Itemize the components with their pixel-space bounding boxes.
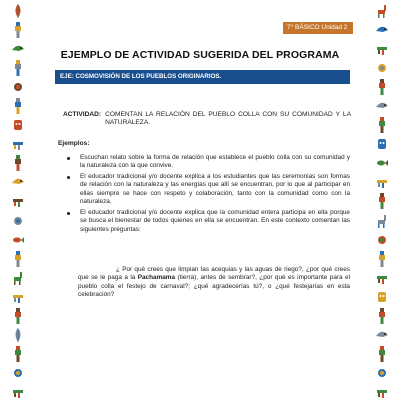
totem-icon [375, 192, 389, 210]
bird-icon [11, 40, 25, 58]
left-decorative-border [0, 0, 36, 400]
mask-icon [375, 288, 389, 306]
list-item: El educador tradicional y/o docente explica a los estudiantes que las ceremonias son formas de relación con la naturaleza y las energías que allí se encuentran, por lo que al participar en ellas siempre se hace con respeto y colaboración, tanto con la comunidad como con la naturaleza. [64, 173, 350, 207]
totem-icon [11, 97, 25, 115]
question-pachamama: Pachamama [137, 274, 176, 282]
mask-icon [11, 116, 25, 134]
totem-icon [375, 116, 389, 134]
sun-icon [11, 212, 25, 230]
llama-icon [375, 212, 389, 230]
question-text-start: ¿ Por qué crees que limpian las acequias y las aguas de riego?, ¿por qué crees que se le paga a la [78, 266, 350, 282]
flute-icon [11, 288, 25, 306]
llama-icon [375, 2, 389, 20]
llama-icon [11, 269, 25, 287]
bird-icon [11, 173, 25, 191]
flute-icon [11, 192, 25, 210]
right-decorative-border [364, 0, 400, 400]
totem-icon [11, 154, 25, 172]
sun-icon [11, 78, 25, 96]
sun-icon [375, 364, 389, 382]
totem-icon [11, 250, 25, 268]
sun-icon [375, 231, 389, 249]
fish-icon [375, 154, 389, 172]
unit-badge: 7° BÁSICO Unidad 2 [283, 22, 353, 34]
ejemplos-heading: Ejemplos: [58, 140, 90, 147]
actividad-block [63, 111, 351, 127]
page-title: EJEMPLO DE ACTIVIDAD SUGERIDA DEL PROGRAMA [60, 49, 340, 61]
actividad-text: COMENTAN LA RELACIÓN DEL PUEBLO COLLA CON SU COMUNIDAD Y LA NATURALEZA. [105, 111, 351, 127]
totem-icon [375, 78, 389, 96]
list-item: El educador tradicional y/o docente explica que la comunidad entera participa en ella porque se busca el bienestar de todos quienes en ella se encuentran. En este contexto comentan las siguientes preguntas: [64, 209, 350, 234]
flute-icon [11, 135, 25, 153]
totem-icon [11, 59, 25, 77]
feather-icon [11, 326, 25, 344]
bird-icon [375, 21, 389, 39]
flute-icon [375, 173, 389, 191]
bird-icon [375, 326, 389, 344]
fish-icon [11, 231, 25, 249]
feather-icon [11, 2, 25, 20]
flute-icon [375, 383, 389, 400]
flute-icon [375, 269, 389, 287]
guiding-questions [78, 266, 350, 300]
list-item: Escuchan relato sobre la forma de relación que establece el pueblo colla con su comunidad y la naturaleza con la que convive. [64, 154, 350, 171]
ejemplos-list [64, 154, 350, 236]
sun-icon [11, 364, 25, 382]
actividad-label: ACTIVIDAD: [63, 111, 102, 118]
totem-icon [11, 345, 25, 363]
mask-icon [375, 135, 389, 153]
totem-icon [11, 307, 25, 325]
totem-icon [11, 21, 25, 39]
bird-icon [375, 97, 389, 115]
eje-bar [55, 70, 350, 84]
sun-icon [375, 59, 389, 77]
flute-icon [375, 40, 389, 58]
totem-icon [375, 345, 389, 363]
eje-label: EJE: COSMOVISIÓN DE LOS PUEBLOS ORIGINARIOS. [60, 73, 222, 80]
flute-icon [11, 383, 25, 400]
totem-icon [375, 307, 389, 325]
question-text-end: (tierra), antes de sembrar?, ¿por qué es importante para el pueblo colla el festejo de carnaval?; ¿qué agradecerías tú?, o ¿qué festejarías en esta celebración? [78, 274, 350, 299]
totem-icon [375, 250, 389, 268]
